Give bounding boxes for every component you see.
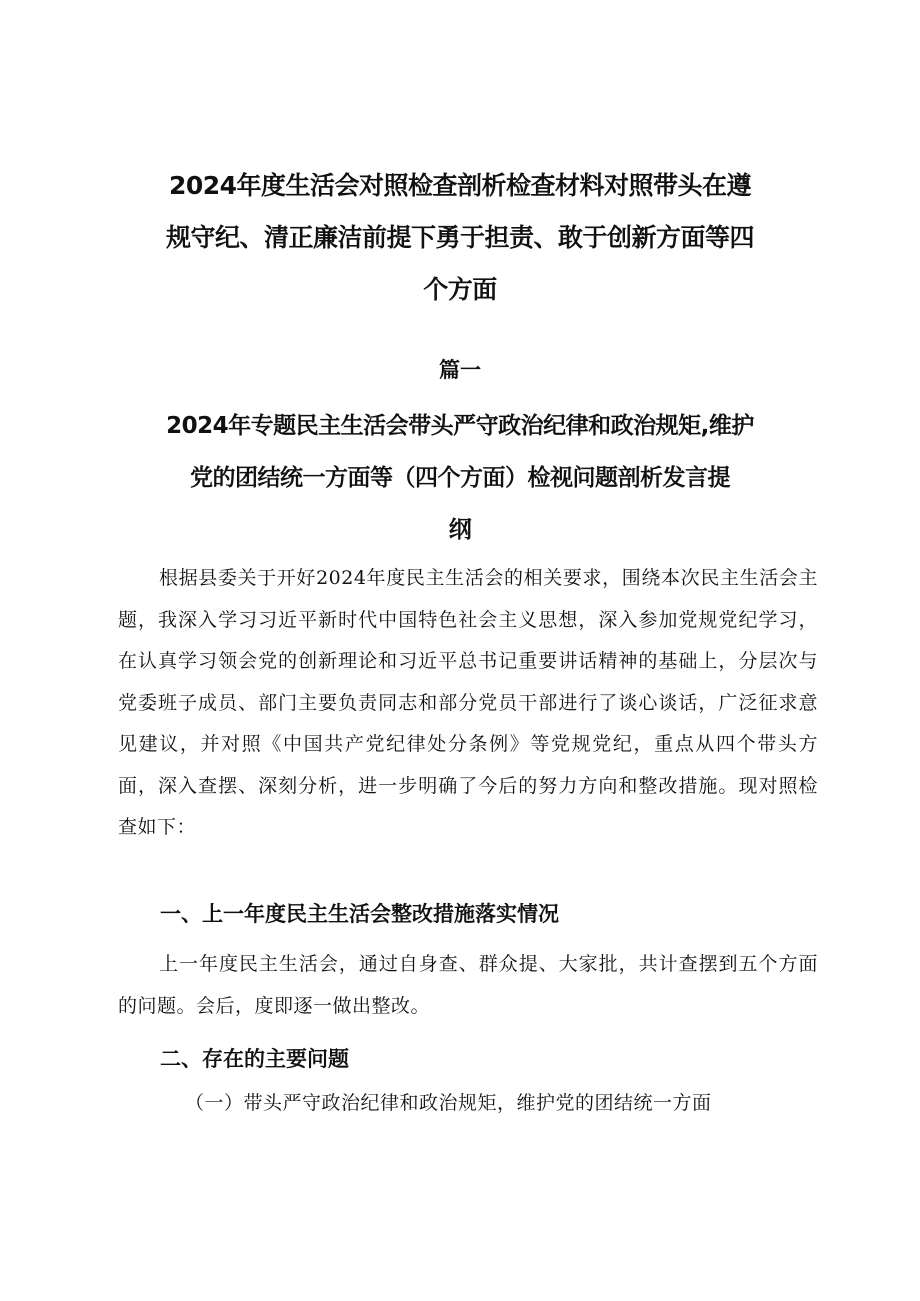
section-label: 篇一 (439, 358, 481, 382)
document-title (0, 160, 920, 316)
paragraph-2: 上一年度民主生活会，通过自身查、群众提、大家批，共计查摆到五个方面的问题。会后，度即逐一做出整改。 (118, 953, 818, 1017)
subsection-heading-1: （一）带头严守政治纪律和政治规矩，维护党的团结统一方面 (185, 1092, 712, 1114)
section-subtitle (0, 400, 920, 556)
section-heading-1: 一、上一年度民主生活会整改措施落实情况 (160, 902, 559, 926)
subtitle-line-2: 党的团结统一方面等（四个方面）检视问题剖析发言提 (190, 465, 730, 491)
subtitle-line-1: 2024年专题民主生活会带头严守政治纪律和政治规矩,维护 (166, 413, 754, 439)
section-heading-2: 二、存在的主要问题 (160, 1047, 349, 1071)
title-line-3: 个方面 (423, 275, 497, 304)
intro-paragraph: 根据县委关于开好2024年度民主生活会的相关要求，围绕本次民主生活会主题，我深入学习习近平新时代中国特色社会主义思想，深入参加党规党纪学习，在认真学习领会党的创新理论和习近平总书记重要讲话精神的基础上，分层次与党委班子成员、部门主要负责同志和部分党员干部进行了谈心谈话，广泛征求意见建议，并对照《中国共产党纪律处分条例》等党规党纪，重点从四个带头方面，深入查摆、深刻分析，进一步明确了今后的努力方向和整改措施。现对照检查如下： (118, 567, 818, 838)
title-line-2: 规守纪、清正廉洁前提下勇于担责、敢于创新方面等四 (165, 223, 754, 252)
title-line-1: 2024年度生活会对照检查剖析检查材料对照带头在遵 (168, 171, 752, 200)
subtitle-line-3: 纲 (448, 517, 472, 543)
